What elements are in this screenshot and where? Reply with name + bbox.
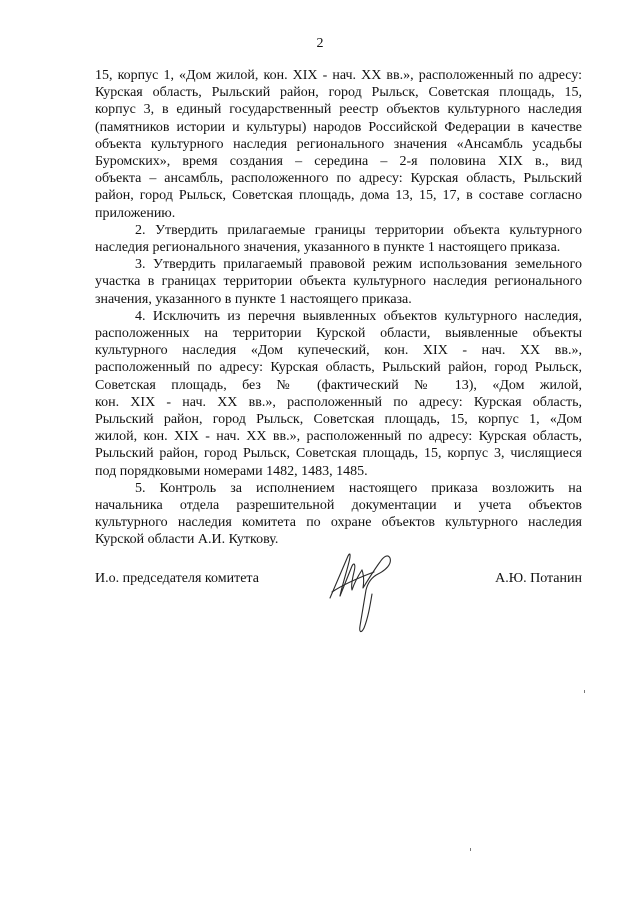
paragraph-continuation (95, 67, 582, 222)
text-line: Советская площадь, без № (фактический № 13), «Дом жилой, (95, 377, 582, 393)
page-number: 2 (316, 36, 324, 51)
text-line: наследия регионального значения, указанного в пункте 1 настоящего приказа. (95, 240, 561, 256)
paragraph-item-5 (95, 480, 582, 549)
text-line: значения, указанного в пункте 1 настоящего приказа. (95, 291, 412, 307)
text-line: 5. Контроль за исполнением настоящего приказа возложить на (135, 480, 582, 496)
signatory-name: А.Ю. Потанин (495, 571, 582, 586)
paragraph-item-4 (95, 308, 582, 480)
text-line: расположенный по адресу: Курская область, Рыльский район, город Рыльск, (95, 360, 582, 376)
text-line: объекта – ансамбль, расположенного по адресу: Курская область, Рыльский (95, 171, 582, 187)
text-line: приложению. (95, 205, 176, 221)
text-line: под порядковыми номерами 1482, 1483, 1485. (95, 463, 368, 479)
text-line: кон. XIX - нач. XX вв.», расположенный по адресу: Курская область, (95, 394, 582, 410)
text-line: 2. Утвердить прилагаемые границы территории объекта культурного (135, 222, 582, 238)
text-line: культурного наследия комитета по охране объектов культурного наследия (95, 515, 582, 531)
text-line: корпус 3, в единый государственный реестр объектов культурного наследия (95, 102, 582, 118)
paragraph-item-3 (95, 256, 582, 308)
text-line: участка в границах территории объекта культурного наследия регионального (95, 274, 582, 290)
text-line: 3. Утвердить прилагаемый правовой режим использования земельного (135, 257, 582, 273)
signature-block (95, 571, 582, 591)
text-line: начальника отдела разрешительной документации и учета объектов (95, 498, 582, 514)
signatory-position: И.о. председателя комитета (95, 571, 259, 586)
text-line: район, город Рыльск, Советская площадь, дома 13, 15, 17, в составе согласно (95, 188, 582, 204)
text-line: Курская область, Рыльский район, город Рыльск, Советская площадь, 15, (95, 85, 582, 101)
text-line: Курской области А.И. Куткову. (95, 532, 279, 548)
text-line: Буромских», время создания – середина – 2-я половина XIX в., вид (95, 154, 582, 170)
document-body (95, 67, 582, 549)
scan-speck (470, 848, 471, 851)
paragraph-item-2 (95, 222, 582, 256)
text-line: расположенных на территории Курской области, выявленные объекты (95, 326, 582, 342)
text-line: 4. Исключить из перечня выявленных объектов культурного наследия, (135, 308, 582, 324)
text-line: Рыльский район, город Рыльск, Советская площадь, 15, корпус 1, «Дом (95, 412, 582, 428)
scan-speck (584, 690, 585, 693)
text-line: объекта культурного наследия регионального значения «Ансамбль усадьбы (95, 136, 582, 152)
text-line: Рыльский район, город Рыльск, Советская площадь, 15, корпус 3, числящиеся (95, 446, 582, 462)
text-line: жилой, кон. XIX - нач. XX вв.», расположенный по адресу: Курская область, (95, 429, 582, 445)
text-line: культурного наследия «Дом купеческий, кон. XIX - нач. XX вв.», (95, 343, 582, 359)
text-line: 15, корпус 1, «Дом жилой, кон. XIX - нач. XX вв.», расположенный по адресу: (95, 68, 582, 83)
text-line: (памятников истории и культуры) народов Российской Федерации в качестве (95, 119, 582, 135)
